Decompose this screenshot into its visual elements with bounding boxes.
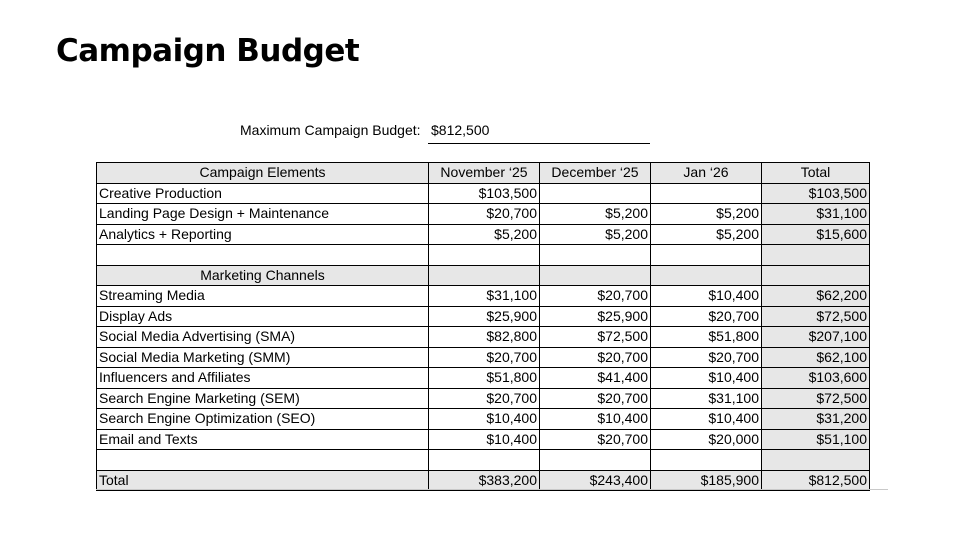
header-december: December ‘25: [540, 163, 651, 184]
cell-nov: $20,700: [429, 388, 540, 409]
table-row: [97, 327, 870, 348]
empty-cell: [651, 245, 762, 266]
table-row: [97, 224, 870, 245]
cell-total: $103,500: [762, 183, 870, 204]
cell-jan: $20,700: [651, 306, 762, 327]
header-january: Jan ‘26: [651, 163, 762, 184]
total-grand: $812,500: [762, 470, 870, 491]
max-budget-value: $812,500: [431, 122, 490, 138]
cell-nov: $103,500: [429, 183, 540, 204]
empty-cell: [429, 245, 540, 266]
row-name: Analytics + Reporting: [97, 224, 429, 245]
empty-cell: [540, 245, 651, 266]
cell-dec: $5,200: [540, 224, 651, 245]
row-name: Landing Page Design + Maintenance: [97, 204, 429, 225]
cell-total: $51,100: [762, 429, 870, 450]
cell-dec: $20,700: [540, 286, 651, 307]
empty-cell: [540, 265, 651, 286]
cell-jan: $5,200: [651, 224, 762, 245]
cell-jan: $20,700: [651, 347, 762, 368]
total-dec: $243,400: [540, 470, 651, 491]
row-name: Streaming Media: [97, 286, 429, 307]
cell-total: $31,100: [762, 204, 870, 225]
total-row-name: Total: [97, 470, 429, 491]
empty-cell: [762, 450, 870, 471]
row-name: Search Engine Marketing (SEM): [97, 388, 429, 409]
cell-nov: $20,700: [429, 204, 540, 225]
cell-jan: $10,400: [651, 409, 762, 430]
cell-total: $15,600: [762, 224, 870, 245]
table-row: [97, 409, 870, 430]
row-name: Display Ads: [97, 306, 429, 327]
cell-nov: $25,900: [429, 306, 540, 327]
cell-dec: $41,400: [540, 368, 651, 389]
cell-nov: $10,400: [429, 409, 540, 430]
table-row: [97, 306, 870, 327]
table-row: [97, 347, 870, 368]
table-row: [97, 204, 870, 225]
cell-dec: $20,700: [540, 347, 651, 368]
cell-total: $207,100: [762, 327, 870, 348]
cell-jan: $51,800: [651, 327, 762, 348]
cell-jan: $5,200: [651, 204, 762, 225]
cell-dec: $20,700: [540, 429, 651, 450]
table-header-row: [97, 163, 870, 184]
total-row: [97, 470, 870, 491]
row-name: Social Media Advertising (SMA): [97, 327, 429, 348]
cell-dec: $72,500: [540, 327, 651, 348]
table-row: [97, 183, 870, 204]
header-november: November ‘25: [429, 163, 540, 184]
empty-cell: [429, 265, 540, 286]
cell-nov: $82,800: [429, 327, 540, 348]
header-total: Total: [762, 163, 870, 184]
cell-total: $62,100: [762, 347, 870, 368]
cell-dec: $5,200: [540, 204, 651, 225]
row-name: Influencers and Affiliates: [97, 368, 429, 389]
cell-dec: $20,700: [540, 388, 651, 409]
total-nov: $383,200: [429, 470, 540, 491]
cell-total: $72,500: [762, 306, 870, 327]
cell-jan: $10,400: [651, 286, 762, 307]
empty-cell: [97, 450, 429, 471]
row-name: Social Media Marketing (SMM): [97, 347, 429, 368]
total-jan: $185,900: [651, 470, 762, 491]
cell-nov: $51,800: [429, 368, 540, 389]
row-name: Creative Production: [97, 183, 429, 204]
cell-total: $72,500: [762, 388, 870, 409]
empty-cell: [651, 450, 762, 471]
cell-dec: $25,900: [540, 306, 651, 327]
cell-jan: $20,000: [651, 429, 762, 450]
budget-table: [96, 162, 870, 491]
cell-total: $103,600: [762, 368, 870, 389]
cell-dec: $10,400: [540, 409, 651, 430]
spacer-row: [97, 450, 870, 471]
empty-cell: [762, 265, 870, 286]
cell-dec: [540, 183, 651, 204]
row-name: Email and Texts: [97, 429, 429, 450]
page-title: Campaign Budget: [56, 33, 360, 69]
empty-cell: [762, 245, 870, 266]
empty-cell: [651, 265, 762, 286]
max-budget-underline: [428, 143, 650, 144]
cell-total: $31,200: [762, 409, 870, 430]
channels-header-row: [97, 265, 870, 286]
empty-cell: [540, 450, 651, 471]
header-campaign-elements: Campaign Elements: [97, 163, 429, 184]
channels-header: Marketing Channels: [97, 265, 429, 286]
cell-jan: [651, 183, 762, 204]
row-name: Search Engine Optimization (SEO): [97, 409, 429, 430]
max-budget-label: Maximum Campaign Budget:: [240, 122, 421, 138]
empty-cell: [97, 245, 429, 266]
table-bottom-rule: [96, 489, 888, 490]
table-row: [97, 429, 870, 450]
cell-nov: $5,200: [429, 224, 540, 245]
cell-jan: $10,400: [651, 368, 762, 389]
spacer-row: [97, 245, 870, 266]
cell-jan: $31,100: [651, 388, 762, 409]
cell-nov: $10,400: [429, 429, 540, 450]
table-row: [97, 388, 870, 409]
empty-cell: [429, 450, 540, 471]
cell-nov: $31,100: [429, 286, 540, 307]
table-row: [97, 368, 870, 389]
table-row: [97, 286, 870, 307]
cell-total: $62,200: [762, 286, 870, 307]
cell-nov: $20,700: [429, 347, 540, 368]
